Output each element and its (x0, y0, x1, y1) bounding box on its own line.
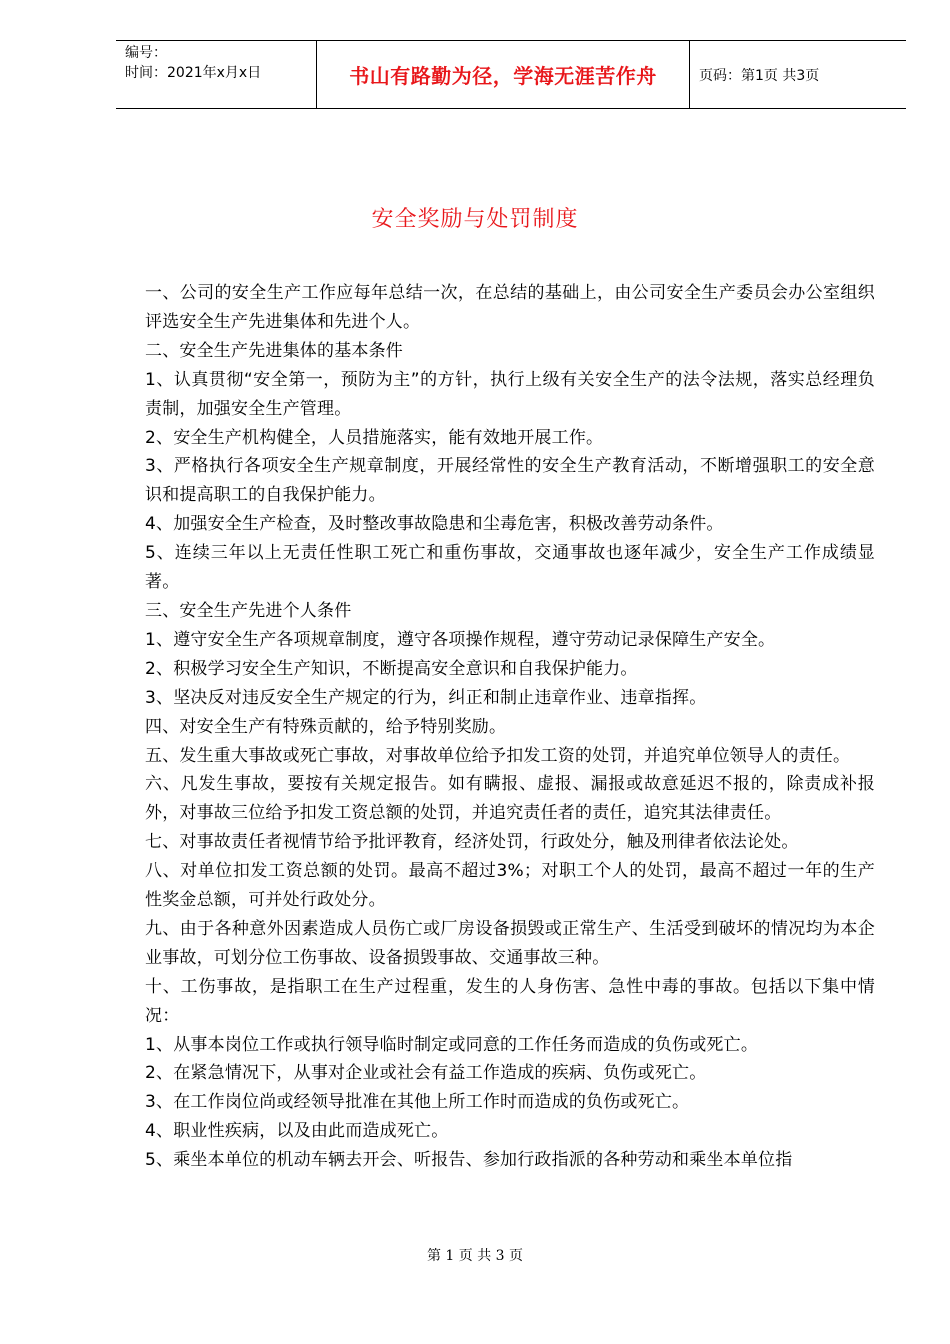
paragraph: 2、安全生产机构健全，人员措施落实，能有效地开展工作。 (145, 427, 604, 448)
paragraph: 3、严格执行各项安全生产规章制度，开展经常性的安全生产教育活动，不断增强职工的安全意识和提高职工的自我保护能力。 (145, 456, 875, 506)
document-number-label: 编号： (125, 45, 167, 61)
paragraph: 5、乘坐本单位的机动车辆去开会、听报告、参加行政指派的各种劳动和乘坐本单位指 (145, 1150, 793, 1171)
paragraph: 4、职业性疾病，以及由此而造成死亡。 (145, 1121, 449, 1142)
paragraph: 十、工伤事故，是指职工在生产过程重，发生的人身伤害、急性中毒的事故。包括以下集中情况： (145, 976, 875, 1026)
paragraph: 1、认真贯彻“安全第一，预防为主”的方针，执行上级有关安全生产的法令法规，落实总经理负责制，加强安全生产管理。 (145, 369, 875, 419)
paragraph: 5、连续三年以上无责任性职工死亡和重伤事故，交通事故也逐年减少，安全生产工作成绩显著。 (145, 543, 875, 593)
header-page-info: 页码：第1页 共3页 (699, 67, 820, 84)
paragraph: 八、对单位扣发工资总额的处罚。最高不超过3%；对职工个人的处罚，最高不超过一年的生产性奖金总额，可并处行政处分。 (145, 861, 875, 911)
document-title: 安全奖励与处罚制度 (371, 207, 579, 232)
paragraph: 九、由于各种意外因素造成人员伤亡或厂房设备损毁或正常生产、生活受到破坏的情况均为本企业事故，可划分位工伤事故、设备损毁事故、交通事故三种。 (145, 918, 875, 968)
paragraph: 一、公司的安全生产工作应每年总结一次，在总结的基础上，由公司安全生产委员会办公室组织评选安全生产先进集体和先进个人。 (145, 283, 875, 332)
document-header (116, 40, 906, 109)
paragraph: 4、加强安全生产检查，及时整改事故隐患和尘毒危害，积极改善劳动条件。 (145, 514, 724, 535)
header-page-info-cell (690, 41, 906, 108)
paragraph: 3、在工作岗位尚或经领导批准在其他上所工作时而造成的负伤或死亡。 (145, 1092, 690, 1113)
paragraph: 1、遵守安全生产各项规章制度，遵守各项操作规程，遵守劳动记录保障生产安全。 (145, 629, 776, 650)
paragraph: 1、从事本岗位工作或执行领导临时制定或同意的工作任务而造成的负伤或死亡。 (145, 1034, 759, 1055)
paragraph: 二、安全生产先进集体的基本条件 (145, 340, 403, 361)
paragraph: 四、对安全生产有特殊贡献的，给予特别奖励。 (145, 716, 507, 737)
header-motto: 书山有路勤为径，学海无涯苦作舟 (349, 64, 657, 88)
paragraph: 3、坚决反对违反安全生产规定的行为，纠正和制止违章作业、违章指挥。 (145, 687, 707, 708)
paragraph: 五、发生重大事故或死亡事故，对事故单位给予扣发工资的处罚，并追究单位领导人的责任。 (145, 745, 851, 766)
document-time-label: 时间：2021年x月x日 (125, 65, 262, 81)
header-motto-cell (316, 41, 690, 108)
paragraph: 2、积极学习安全生产知识，不断提高安全意识和自我保护能力。 (145, 658, 638, 679)
paragraph: 三、安全生产先进个人条件 (145, 600, 352, 621)
paragraph: 2、在紧急情况下，从事对企业或社会有益工作造成的疾病、负伤或死亡。 (145, 1063, 707, 1084)
page-footer: 第 1 页 共 3 页 (426, 1248, 524, 1264)
header-meta (116, 41, 316, 108)
paragraph: 七、对事故责任者视情节给予批评教育，经济处罚，行政处分，触及刑律者依法论处。 (145, 832, 799, 853)
paragraph: 六、凡发生事故，要按有关规定报告。如有瞒报、虚报、漏报或故意延迟不报的，除责成补报外，对事故三位给予扣发工资总额的处罚，并追究责任者的责任，追究其法律责任。 (145, 774, 875, 824)
document-body (145, 279, 875, 1175)
